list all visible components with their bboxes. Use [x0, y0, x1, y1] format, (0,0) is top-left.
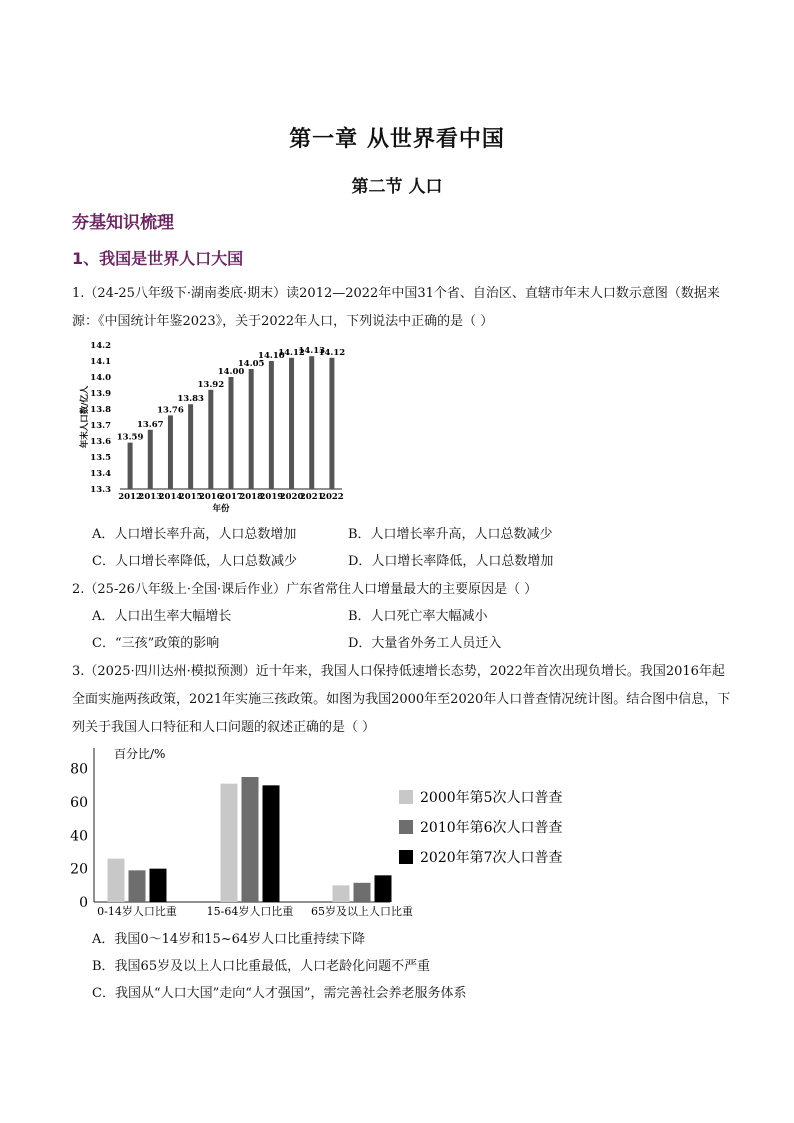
question-3-option-a[interactable]: A．我国0～14岁和15~64岁人口比重持续下降	[92, 932, 366, 947]
data-label: 14.00	[217, 367, 245, 377]
data-label: 14.10	[258, 351, 285, 361]
y-tick-label: 13.5	[90, 453, 111, 463]
bar	[329, 358, 334, 489]
question-3-text	[72, 658, 736, 742]
x-tick-label: 2012	[118, 492, 142, 502]
data-label: 13.59	[116, 432, 144, 443]
legend-label: 2020年第7次人口普查	[420, 850, 563, 866]
y-tick-label: 80	[70, 761, 88, 778]
bar	[128, 443, 133, 489]
y-tick-label: 14.1	[90, 357, 111, 367]
legend-label: 2000年第5次人口普查	[420, 790, 563, 806]
bar	[309, 356, 314, 489]
x-tick-label: 2020	[279, 492, 304, 502]
section-title: 第二节 人口	[351, 177, 443, 197]
x-tick-label: 2015	[178, 492, 203, 502]
section-heading: 夯基知识梳理	[72, 213, 174, 233]
chapter-title: 第一章 从世界看中国	[289, 127, 505, 152]
bar	[249, 369, 254, 489]
bar	[208, 390, 213, 489]
bar	[221, 784, 238, 902]
question-1-option-d[interactable]: D．人口增长率降低，人口总数增加	[348, 554, 554, 569]
question-number: 2.	[72, 582, 85, 597]
data-label: 13.83	[177, 394, 204, 405]
bar	[168, 415, 173, 489]
y-axis-label: 百分比/%	[114, 747, 166, 761]
legend-label: 2010年第6次人口普查	[420, 820, 563, 836]
subsection-heading: 1、我国是世界人口大国	[72, 249, 244, 268]
data-label: 13.92	[197, 379, 225, 390]
x-tick-label: 2013	[138, 492, 163, 502]
bar	[354, 883, 371, 902]
question-3-option-b[interactable]: B．我国65岁及以上人口比重最低，人口老龄化问题不严重	[92, 959, 431, 974]
data-label: 14.13	[298, 346, 326, 357]
y-axis-label: 年末人口数/亿人	[80, 385, 90, 449]
question-2-text	[72, 576, 736, 604]
x-tick-label: 15-64岁人口比重	[206, 905, 294, 918]
data-label: 13.76	[157, 405, 184, 416]
bar	[269, 361, 274, 489]
legend-swatch	[399, 790, 413, 804]
census-bar-chart	[72, 742, 592, 924]
bar	[148, 430, 153, 489]
bar	[375, 875, 392, 902]
x-axis-label: 年份	[212, 504, 230, 514]
y-tick-label: 14.2	[90, 341, 111, 351]
bar	[188, 404, 193, 489]
y-tick-label: 40	[70, 828, 88, 845]
question-number: 1.	[72, 286, 85, 301]
question-1-option-c[interactable]: C．人口增长率降低，人口总数减少	[92, 554, 297, 569]
data-label: 14.12	[318, 347, 346, 358]
bar	[229, 377, 234, 489]
x-tick-label: 2019	[259, 492, 284, 502]
legend-swatch	[399, 850, 413, 864]
data-label: 14.12	[278, 347, 305, 358]
y-tick-label: 13.7	[90, 421, 111, 431]
y-tick-label: 14.0	[90, 373, 111, 383]
question-3-option-c[interactable]: C．我国从“人口大国”走向“人才强国”，需完善社会养老服务体系	[92, 986, 467, 1001]
x-tick-label: 2017	[219, 492, 243, 502]
bar	[129, 870, 146, 902]
question-2-option-a[interactable]: A．人口出生率大幅增长	[92, 609, 232, 624]
bar	[150, 869, 167, 902]
x-tick-label: 0-14岁人口比重	[97, 905, 177, 918]
population-bar-chart	[72, 335, 362, 515]
y-tick-label: 13.6	[90, 437, 111, 447]
question-2-option-d[interactable]: D．大量省外务工人员迁入	[348, 636, 502, 651]
question-stem: （2025·四川达州·模拟预测）近十年来，我国人口保持低速增长态势，2022年首次出现负增长。我国2016年起全面实施两孩政策，2021年实施三孩政策。如图为我国2000年至2020年人口普查情况统计图。结合图中信息，下列关于我国人口特征和人口问题的叙述正确的是（ ）	[72, 664, 731, 735]
question-1-option-a[interactable]: A．人口增长率升高，人口总数增加	[92, 527, 297, 542]
y-tick-label: 0	[79, 895, 88, 911]
y-tick-label: 13.3	[90, 485, 111, 495]
bar	[242, 777, 259, 902]
y-tick-label: 13.4	[90, 469, 111, 479]
data-label: 14.05	[237, 359, 265, 369]
legend-swatch	[399, 820, 413, 834]
x-tick-label: 2014	[158, 492, 183, 502]
x-tick-label: 65岁及以上人口比重	[311, 905, 413, 918]
question-stem: （24-25八年级下·湖南娄底·期末）读2012—2022年中国31个省、自治区、直辖市年末人口数示意图（数据来源：《中国统计年鉴2023》，关于2022年人口，下列说法中正确的是（ ）	[72, 286, 720, 329]
question-2-option-b[interactable]: B．人口死亡率大幅减小	[348, 609, 488, 624]
x-tick-label: 2016	[198, 492, 223, 502]
bar	[333, 885, 350, 902]
x-tick-label: 2022	[320, 492, 344, 502]
y-tick-label: 13.9	[90, 389, 111, 399]
y-tick-label: 60	[70, 795, 88, 811]
question-number: 3.	[72, 664, 85, 679]
y-tick-label: 13.8	[90, 405, 111, 415]
question-1-option-b[interactable]: B．人口增长率升高，人口总数减少	[348, 527, 553, 542]
x-tick-label: 2021	[299, 492, 324, 502]
bar	[108, 859, 125, 902]
x-tick-label: 2018	[239, 492, 264, 502]
data-label: 13.67	[136, 419, 164, 430]
y-tick-label: 20	[70, 861, 88, 878]
question-1-text	[72, 280, 736, 336]
bar	[289, 358, 294, 489]
question-stem: （25-26八年级上·全国·课后作业）广东省常住人口增量最大的主要原因是（ ）	[84, 582, 538, 597]
bar	[263, 785, 280, 902]
question-2-option-c[interactable]: C．“三孩”政策的影响	[92, 636, 220, 651]
